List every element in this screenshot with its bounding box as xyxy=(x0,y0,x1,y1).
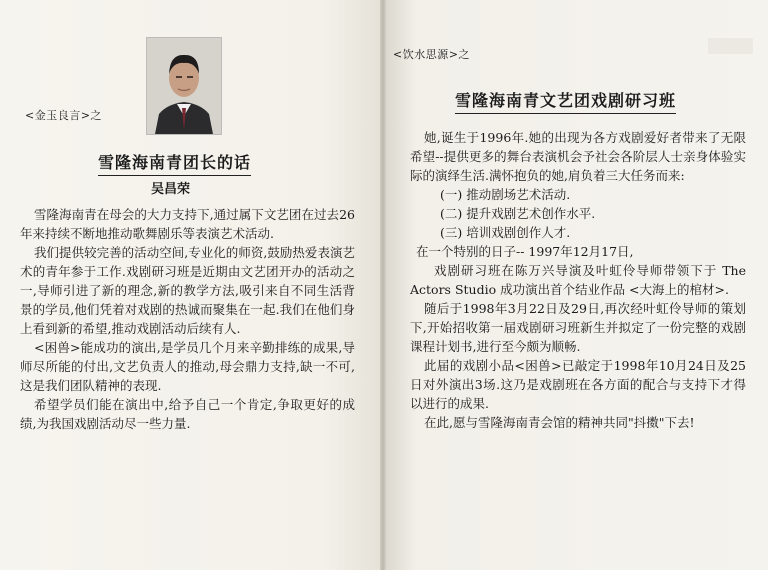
page-title: 雪隆海南青团长的话 xyxy=(98,150,251,176)
section-tag: <金玉良言>之 xyxy=(25,109,102,122)
paragraph: 随后于1998年3月22日及29日,再次经叶虹伶导师的策划下,开始招收第一届戏剧研习班新生并拟定了一份完整的戏剧课程计划书,进行至今颇为顺畅. xyxy=(410,301,746,354)
task-item: (三) 培训戏剧创作人才. xyxy=(440,225,571,240)
message-body xyxy=(20,205,355,433)
paragraph: <困兽>能成功的演出,是学员几个月来辛勤排练的成果,导师尽所能的付出,文艺负责人的推动,母会鼎力支持,缺一不可,这是我们团队精神的表现. xyxy=(20,340,355,393)
page-title: 雪隆海南青文艺团戏剧研习班 xyxy=(455,88,676,114)
section-tag: <饮水思源>之 xyxy=(393,48,470,61)
author-name: 吴昌荣 xyxy=(151,182,191,197)
history-body xyxy=(410,128,746,432)
portrait-photo xyxy=(146,37,222,135)
paragraph: 在此,愿与雪隆海南青会馆的精神共同"抖擞"下去! xyxy=(424,415,695,430)
paragraph: 雪隆海南青在母会的大力支持下,通过属下文艺团在过去26年来持续不断地推动歌舞剧乐等表演艺术活动. xyxy=(20,207,355,241)
task-item: (二) 提升戏剧艺术创作水平. xyxy=(440,206,596,221)
paragraph: 此届的戏剧小品<困兽>已敲定于1998年10月24日及25日对外演出3场.这乃是戏剧班在各方面的配合与支持下才得以进行的成果. xyxy=(410,358,746,411)
paragraph: 我们提供较完善的活动空间,专业化的师资,鼓励热爱表演艺术的青年参于工作.戏剧研习班是近期由文艺团开办的活动之一,导师引进了新的理念,新的教学方法,吸引来自不同生活背景的学员,他们凭着对戏剧的热诚而聚集在一起.我们在他们身上看到新的希望,推动戏剧活动后续有人. xyxy=(20,245,355,336)
left-page xyxy=(0,0,380,570)
date-line: 在一个特别的日子-- 1997年12月17日, xyxy=(416,244,634,259)
right-page xyxy=(386,0,768,570)
paragraph: 希望学员们能在演出中,给予自己一个肯定,争取更好的成绩,为我国戏剧活动尽一些力量. xyxy=(20,397,355,431)
paragraph: 她,诞生于1996年.她的出现为各方戏剧爱好者带来了无限希望--提供更多的舞台表演机会予社会各阶层人士亲身体验实际的演绎生活.满怀抱负的她,肩负着三大任务而来: xyxy=(410,130,746,183)
faded-print-mark xyxy=(708,38,753,54)
task-item: (一) 推动剧场艺术活动. xyxy=(440,187,571,202)
paragraph: 戏剧研习班在陈万兴导演及叶虹伶导师带领下于 The Actors Studio 成功演出首个结业作品 <大海上的棺材>. xyxy=(410,263,746,297)
